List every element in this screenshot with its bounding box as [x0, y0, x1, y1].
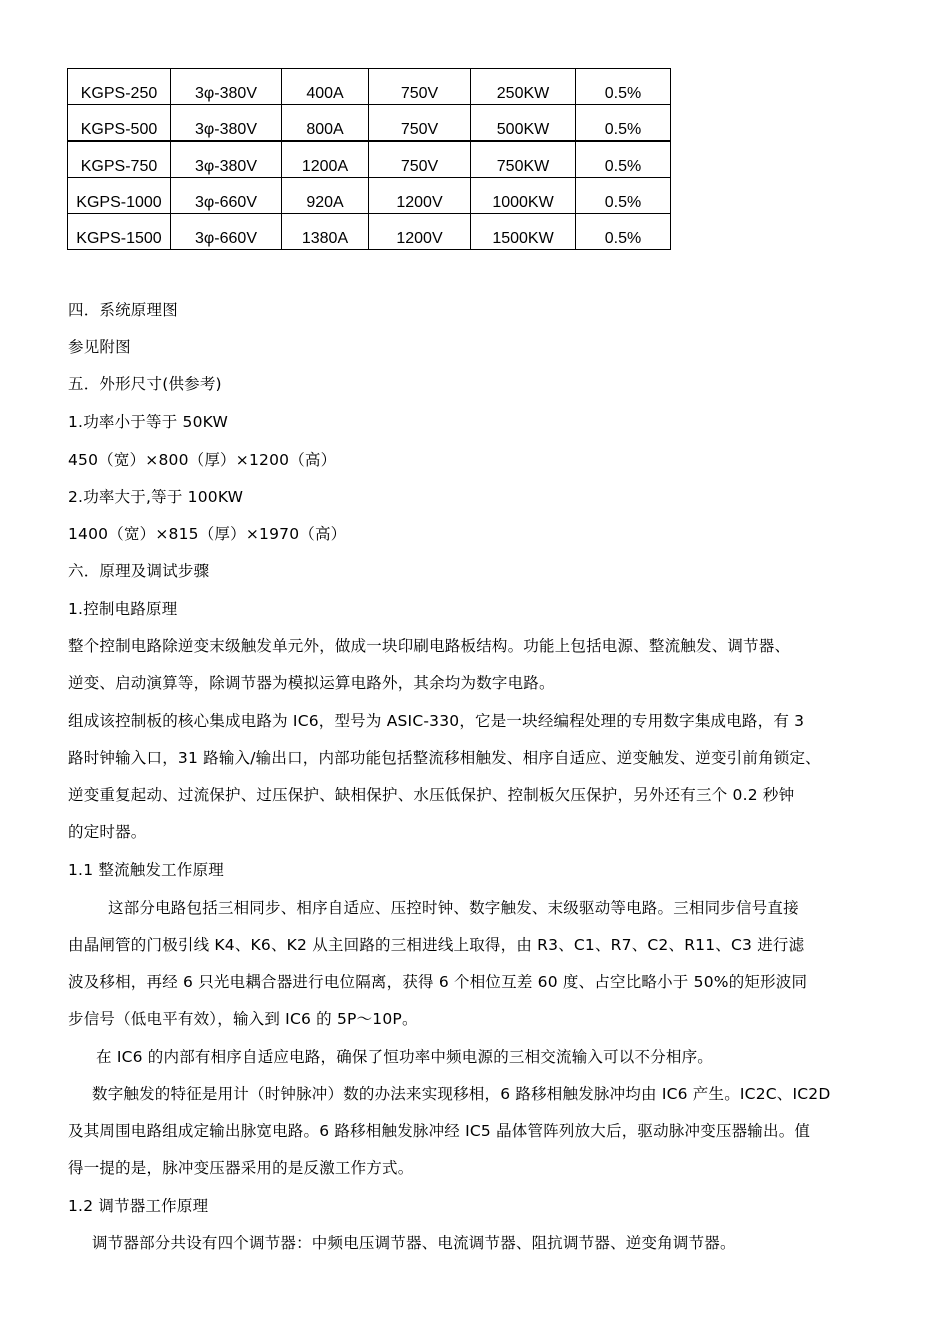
table-cell: 750V — [369, 141, 471, 178]
paragraph-line: 450（宽）×800（厚）×1200（高） — [68, 451, 337, 469]
section-heading: 六．原理及调试步骤 — [68, 562, 210, 580]
table-cell: 920A — [282, 178, 369, 214]
table-cell: 3φ-380V — [171, 141, 282, 178]
table-cell: 0.5% — [576, 105, 671, 142]
section-heading: 五．外形尺寸(供参考) — [68, 375, 222, 393]
paragraph-line: 这部分电路包括三相同步、相序自适应、压控时钟、数字触发、末级驱动等电路。三相同步信号直接 — [108, 899, 799, 917]
table-cell: 3φ-380V — [171, 105, 282, 142]
table-row — [68, 105, 671, 142]
table-cell: 800A — [282, 105, 369, 142]
table-row — [68, 214, 671, 250]
paragraph-line: 2.功率大于,等于 100KW — [68, 488, 244, 506]
subsection-heading: 1.2 调节器工作原理 — [68, 1197, 209, 1215]
paragraph-line: 整个控制电路除逆变末级触发单元外，做成一块印刷电路板结构。功能上包括电源、整流触发、调节器、 — [68, 637, 791, 655]
subsection-heading: 1.1 整流触发工作原理 — [68, 861, 224, 879]
table-row — [68, 141, 671, 178]
table-cell: 1200V — [369, 178, 471, 214]
table-cell: 3φ-660V — [171, 178, 282, 214]
spec-table — [67, 68, 671, 250]
table-cell: 750V — [369, 105, 471, 142]
table-cell: 0.5% — [576, 214, 671, 250]
table-cell: 3φ-380V — [171, 69, 282, 105]
table-cell: 1200A — [282, 141, 369, 178]
table-cell: 1500KW — [471, 214, 576, 250]
table-cell: KGPS-750 — [68, 141, 171, 178]
paragraph-line: 路时钟输入口，31 路输入/输出口，内部功能包括整流移相触发、相序自适应、逆变触发、逆变引前角锁定、 — [68, 749, 821, 767]
table-cell: KGPS-250 — [68, 69, 171, 105]
paragraph-line: 得一提的是，脉冲变压器采用的是反激工作方式。 — [68, 1159, 414, 1177]
table-row — [68, 178, 671, 214]
table-cell: 0.5% — [576, 141, 671, 178]
table-cell: 0.5% — [576, 69, 671, 105]
table-cell: 750KW — [471, 141, 576, 178]
table-cell: KGPS-500 — [68, 105, 171, 142]
paragraph-line: 在 IC6 的内部有相序自适应电路，确保了恒功率中频电源的三相交流输入可以不分相序。 — [96, 1048, 714, 1066]
section-heading: 四．系统原理图 — [68, 301, 178, 319]
paragraph-line: 由晶闸管的门极引线 K4、K6、K2 从主回路的三相进线上取得，由 R3、C1、R7、C2、R11、C3 进行滤 — [68, 936, 805, 954]
paragraph-line: 及其周围电路组成定输出脉宽电路。6 路移相触发脉冲经 IC5 晶体管阵列放大后，驱动脉冲变压器输出。值 — [68, 1122, 811, 1140]
table-cell: 1000KW — [471, 178, 576, 214]
paragraph-line: 调节器部分共设有四个调节器：中频电压调节器、电流调节器、阻抗调节器、逆变角调节器。 — [92, 1234, 736, 1252]
table-cell: 500KW — [471, 105, 576, 142]
table-cell: 3φ-660V — [171, 214, 282, 250]
paragraph-line: 的定时器。 — [68, 823, 147, 841]
paragraph-line: 逆变重复起动、过流保护、过压保护、缺相保护、水压低保护、控制板欠压保护，另外还有三个 0.2 秒钟 — [68, 786, 795, 804]
table-cell: 400A — [282, 69, 369, 105]
paragraph-line: 数字触发的特征是用计（时钟脉冲）数的办法来实现移相，6 路移相触发脉冲均由 IC6 产生。IC2C、IC2D — [92, 1085, 831, 1103]
paragraph-line: 组成该控制板的核心集成电路为 IC6，型号为 ASIC-330，它是一块经编程处理的专用数字集成电路，有 3 — [68, 712, 805, 730]
paragraph-line: 波及移相，再经 6 只光电耦合器进行电位隔离，获得 6 个相位互差 60 度、占空比略小于 50%的矩形波同 — [68, 973, 808, 991]
table-cell: 1380A — [282, 214, 369, 250]
table-cell: 250KW — [471, 69, 576, 105]
table-row — [68, 69, 671, 105]
table-cell: 1200V — [369, 214, 471, 250]
table-cell: 0.5% — [576, 178, 671, 214]
paragraph-line: 逆变、启动演算等，除调节器为模拟运算电路外，其余均为数字电路。 — [68, 674, 555, 692]
table-cell: 750V — [369, 69, 471, 105]
paragraph-line: 1.功率小于等于 50KW — [68, 413, 228, 431]
table-cell: KGPS-1000 — [68, 178, 171, 214]
paragraph-line: 参见附图 — [68, 338, 131, 356]
subsection-heading: 1.控制电路原理 — [68, 600, 178, 618]
table-cell: KGPS-1500 — [68, 214, 171, 250]
paragraph-line: 步信号（低电平有效），输入到 IC6 的 5P～10P。 — [68, 1010, 418, 1028]
paragraph-line: 1400（宽）×815（厚）×1970（高） — [68, 525, 347, 543]
